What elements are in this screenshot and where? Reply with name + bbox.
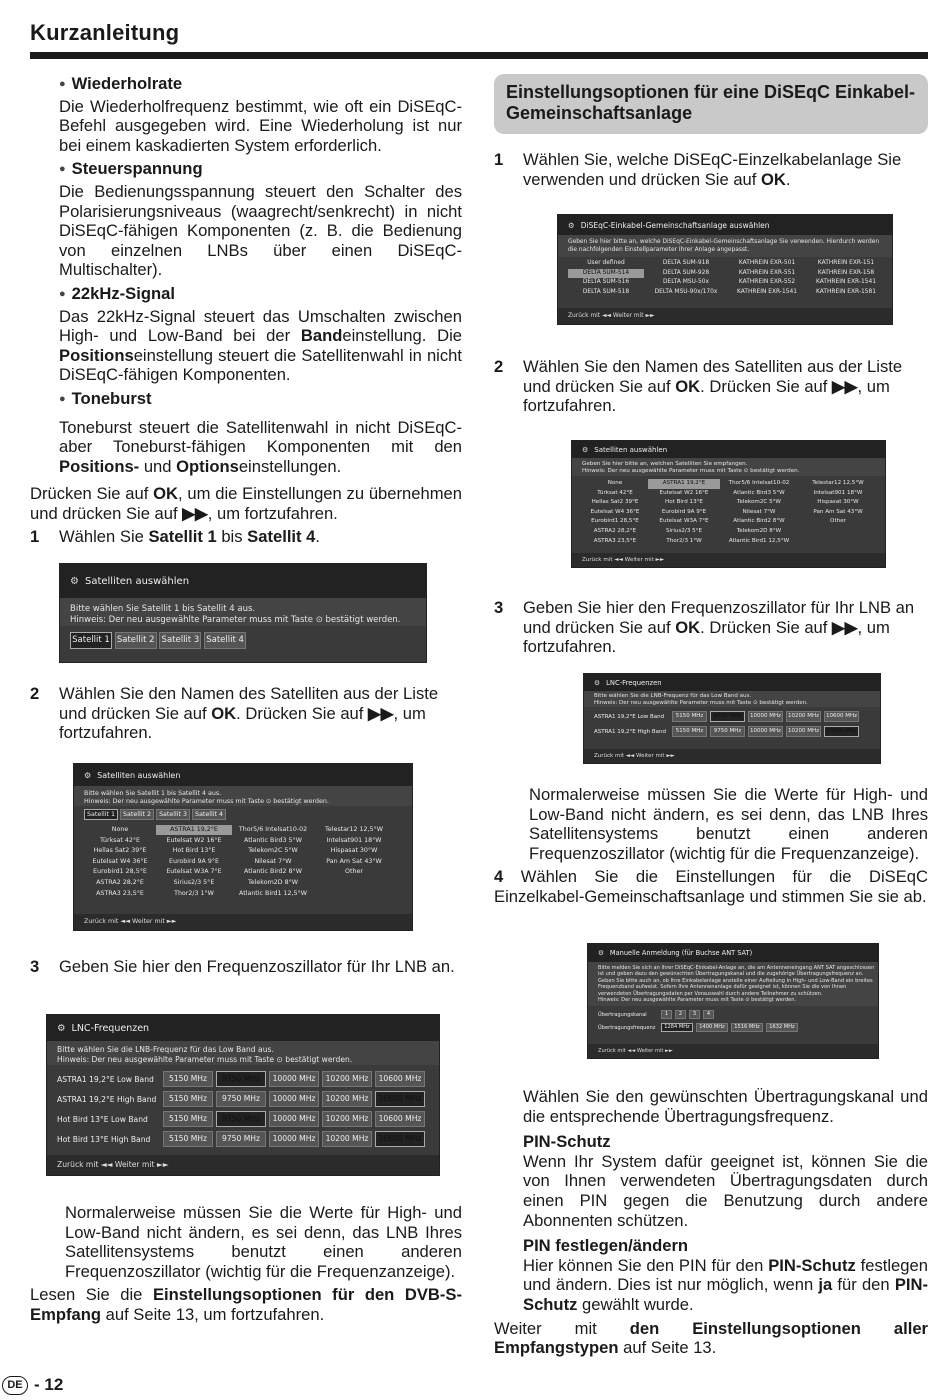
left-column-bottom: [30, 1203, 462, 1329]
screen-footer: Zurück mit ◄◄ Weiter mit ►►: [572, 553, 885, 567]
grid-option[interactable]: Eutelsat W3A 7°E: [166, 868, 222, 876]
grid-option[interactable]: Eurobird 9A 9°E: [169, 857, 219, 865]
grid-option[interactable]: DELTA SUM-514: [568, 269, 644, 279]
toneburst-text: Toneburst steuert die Satellitenwahl in nicht DiSEqC- aber Toneburst-fähigen Komponenten mit den Positions- und Optionseinstellungen.: [59, 417, 462, 476]
fast-forward-icon: ▶▶: [832, 376, 858, 396]
lnb-row-label: ASTRA1 19,2°E Low Band: [594, 713, 665, 720]
grid-option[interactable]: KATHREIN EXR-158: [817, 269, 875, 276]
frequency-row: [588, 1019, 878, 1032]
screen-lnb-frequencies-right: [583, 673, 881, 764]
lnb-frequency-option[interactable]: 9750 MHz: [710, 711, 745, 722]
lnb-frequency-option[interactable]: 10200 MHz: [322, 1071, 372, 1087]
grid-option[interactable]: Pan Am Sat 43°W: [813, 508, 863, 515]
gear-icon: ⚙: [57, 1022, 66, 1034]
screen-satellite-select: [59, 563, 427, 663]
lnb-frequency-option[interactable]: 10200 MHz: [786, 726, 821, 737]
screen-hint: Geben Sie hier bitte an, welchen Satelliten Sie empfangen. Hinweis: Der neu ausgewählte Parameter muss mit Taste ⊙ bestätigt werden.: [572, 458, 885, 476]
grid-option[interactable]: ASTRA1 19,2°E: [156, 825, 232, 835]
grid-option[interactable]: Eutelsat W2 16°E: [166, 836, 222, 844]
grid-option[interactable]: Türksat 42°E: [100, 836, 140, 844]
left-step-3-block: [30, 957, 462, 981]
grid-option[interactable]: Thor5/6 Intelsat10-02: [728, 480, 790, 486]
frequency-3-button[interactable]: 1516 MHz: [731, 1023, 763, 1032]
grid-option[interactable]: Other: [830, 518, 846, 525]
grid-option[interactable]: DELTA MSU-50x: [662, 279, 709, 286]
screen-lnb-frequencies-left: [46, 1014, 440, 1176]
screen-hint: Bitte wählen Sie die LNB-Frequenz für das Low Band aus. Hinweis: Der neu ausgewählte Parameter muss mit Taste ⊙ bestätigt werden.: [584, 691, 880, 707]
lnb-row: [594, 709, 876, 724]
satellite-4-button[interactable]: Satellit 4: [192, 809, 226, 820]
lnb-frequency-option[interactable]: 10000 MHz: [748, 726, 783, 737]
lnb-frequency-option[interactable]: 5150 MHz: [163, 1071, 213, 1087]
lnb-frequency-option[interactable]: 9750 MHz: [216, 1091, 266, 1107]
grid-option[interactable]: ASTRA2 28,2°E: [96, 878, 144, 886]
fast-forward-icon: ▶▶: [182, 503, 208, 523]
grid-option[interactable]: KATHREIN EXR-551: [738, 269, 796, 276]
lnb-frequency-option[interactable]: 10600 MHz: [375, 1071, 425, 1087]
steuerspannung-heading: ● Steuerspannung: [59, 159, 462, 182]
lnb-row: [57, 1129, 435, 1149]
grid-option[interactable]: KATHREIN EXR-1541: [737, 288, 797, 295]
channel-1-button[interactable]: 1: [661, 1010, 672, 1019]
page-footer: [2, 1375, 63, 1395]
pin-protection-heading: PIN-Schutz: [523, 1132, 611, 1152]
lnb-frequency-option[interactable]: 9750 MHz: [216, 1071, 266, 1087]
screen-title-bar: ⚙ LNC-Frequenzen: [584, 674, 880, 691]
grid-option[interactable]: Atlantic Bird1 12,5°W: [239, 889, 307, 897]
grid-option[interactable]: DELTA SUM-518: [582, 288, 630, 295]
channel-text: Wählen Sie den gewünschten Übertragungskanal und die entsprechende Übertragungsfrequenz.: [523, 1087, 928, 1126]
lnb-grid: [47, 1065, 439, 1149]
grid-option: [798, 527, 878, 537]
screen-footer: Zurück mit ◄◄ Weiter mit ►►: [584, 749, 880, 763]
lnb-frequency-option[interactable]: 9750 MHz: [216, 1131, 266, 1147]
lnb-row: [57, 1089, 435, 1109]
grid-option[interactable]: Other: [345, 868, 363, 876]
grid-option[interactable]: KATHREIN EXR-501: [738, 260, 796, 266]
grid-option: [314, 878, 394, 888]
left-step-3: 3 Geben Sie hier den Frequenzoszillator für Ihr LNB an.: [30, 957, 455, 976]
grid-option[interactable]: KATHREIN EXR-552: [738, 279, 796, 286]
channel-2-button[interactable]: 2: [675, 1010, 686, 1019]
grid-option[interactable]: Telekom2C 5°W: [737, 499, 781, 506]
lnb-frequency-option[interactable]: 10200 MHz: [322, 1091, 372, 1107]
grid-option[interactable]: Nilesat 7°W: [742, 508, 776, 515]
right-step-2-block: [494, 357, 928, 420]
channel-row: [588, 1006, 878, 1019]
channel-4-button[interactable]: 4: [703, 1010, 714, 1019]
grid-option: [314, 889, 394, 899]
grid-option[interactable]: Pan Am Sat 43°W: [326, 857, 382, 865]
grid-option[interactable]: Eutelsat W4 36°E: [92, 857, 148, 865]
satellite-2-button[interactable]: Satellit 2: [120, 809, 154, 820]
lnb-frequency-option[interactable]: 10000 MHz: [748, 711, 783, 722]
section-heading-box: Einstellungsoptionen für eine DiSEqC Einkabel-Gemeinschaftsanlage: [494, 74, 928, 134]
channel-3-button[interactable]: 3: [689, 1010, 700, 1019]
lnb-frequency-option[interactable]: 10000 MHz: [269, 1071, 319, 1087]
lnb-row: [594, 724, 876, 739]
satellite-3-button[interactable]: Satellit 3: [156, 809, 190, 820]
grid-option[interactable]: None: [607, 480, 623, 486]
lnb-frequency-option[interactable]: 5150 MHz: [163, 1131, 213, 1147]
grid-option: [798, 537, 878, 547]
press-ok-text: Drücken Sie auf OK, um die Einstellungen zu übernehmen und drücken Sie auf ▶▶, um fortzufahren.: [30, 484, 462, 523]
satellite-buttons: [60, 626, 426, 655]
screen-footer: Zurück mit ◄◄ Weiter mit ►►: [47, 1155, 439, 1175]
screen-footer: Zurück mit ◄◄ Weiter mit ►►: [588, 1044, 878, 1058]
grid-option[interactable]: Atlantic Bird3 5°W: [733, 489, 785, 496]
grid-option[interactable]: Atlantic Bird2 8°W: [733, 518, 785, 525]
screen-satellite-list-left: [73, 763, 413, 931]
grid-option[interactable]: Telestar12 12,5°W: [812, 480, 864, 486]
left-column-top: [30, 72, 462, 551]
grid-option[interactable]: Eurobird1 28,5°E: [93, 868, 147, 876]
screen-satellite-list-right: [571, 440, 886, 568]
lnb-grid: [584, 707, 880, 739]
right-step-4: 4 Wählen Sie die Einstellungen für die DiSEqC Einzelkabel-Gemeinschaftsanlage und stimmen Sie sie ab.: [494, 867, 928, 906]
lnb-frequency-option[interactable]: 10600 MHz: [824, 726, 859, 737]
lnb-row-label: ASTRA1 19,2°E High Band: [594, 728, 666, 735]
right-step-2: 2 Wählen Sie den Namen des Satelliten aus der Liste und drücken Sie auf OK. Drücken Sie auf ▶▶, um fortzufahren.: [494, 357, 903, 416]
gear-icon: ⚙: [568, 220, 575, 230]
wiederholrate-block: [30, 74, 462, 476]
screen-title-bar: ⚙ DiSEqC-Einkabel-Gemeinschaftsanlage auswählen: [558, 215, 892, 235]
screen-title-bar: ⚙ Satelliten auswählen: [572, 441, 885, 458]
satellite-2-button[interactable]: Satellit 2: [115, 632, 157, 649]
gear-icon: ⚙: [598, 949, 604, 957]
grid-option[interactable]: KATHREIN EXR-1541: [816, 279, 876, 286]
lnb-frequency-option[interactable]: 10600 MHz: [375, 1111, 425, 1127]
grid-option[interactable]: Thor5/6 Intelsat10-02: [238, 826, 308, 833]
gear-icon: ⚙: [582, 445, 589, 454]
lnb-row-label: ASTRA1 19,2°E Low Band: [57, 1074, 154, 1084]
screen-footer: Zurück mit ◄◄ Weiter mit ►►: [74, 914, 412, 930]
screen-hint: Bitte wählen Sie Satellit 1 bis Satellit 4 aus. Hinweis: Der neu ausgewählte Parameter muss mit Taste ⊙ bestätigt werden.: [60, 598, 426, 626]
lnb-frequency-option[interactable]: 10600 MHz: [824, 711, 859, 722]
grid-option[interactable]: Hellas Sat2 39°E: [93, 847, 147, 855]
lnb-row-label: Hot Bird 13°E High Band: [57, 1134, 151, 1144]
diseqc-grid: [558, 259, 892, 297]
screen-hint: Bitte wählen Sie Satellit 1 bis Satellit 4 aus. Hinweis: Der neu ausgewählte Parameter muss mit Taste ⊙ bestätigt werden.: [74, 786, 412, 806]
satellite-grid: [572, 479, 885, 546]
satellite-1-button[interactable]: Satellit 1: [84, 809, 118, 820]
lnb-frequency-option[interactable]: 10000 MHz: [269, 1111, 319, 1127]
khz-heading: ● 22kHz-Signal: [59, 284, 462, 307]
lnb-frequency-option[interactable]: 9750 MHz: [710, 726, 745, 737]
grid-option[interactable]: DELTA SUM-516: [582, 279, 630, 286]
satellite-3-button[interactable]: Satellit 3: [159, 632, 201, 649]
grid-option[interactable]: ASTRA3 23,5°E: [593, 537, 637, 544]
grid-option[interactable]: User defined: [587, 260, 625, 266]
grid-option[interactable]: Hot Bird 13°E: [172, 847, 216, 855]
satellite-buttons: [74, 806, 412, 823]
grid-option[interactable]: Telekom2C 5°W: [248, 847, 298, 855]
grid-option[interactable]: DELTA SUM-928: [662, 269, 710, 276]
screen-diseqc-selection: [557, 214, 893, 325]
grid-option[interactable]: Telestar12 12,5°W: [325, 826, 383, 833]
lnb-frequency-option[interactable]: 5150 MHz: [163, 1091, 213, 1107]
grid-option[interactable]: Nilesat 7°W: [254, 857, 292, 865]
fast-forward-icon: ▶▶: [832, 617, 858, 637]
grid-option[interactable]: Türksat 42°E: [597, 489, 633, 496]
grid-option[interactable]: Thor2/3 1°W: [666, 537, 702, 544]
right-bottom-indented: [494, 1087, 928, 1315]
grid-option[interactable]: Hot Bird 13°E: [665, 499, 703, 506]
frequency-2-button[interactable]: 1400 MHz: [696, 1023, 728, 1032]
fast-forward-icon: ▶▶: [368, 703, 394, 723]
lnb-row-label: Hot Bird 13°E Low Band: [57, 1114, 148, 1124]
channel-label: Übertragungskanal: [598, 1011, 647, 1018]
grid-option[interactable]: Atlantic Bird2 8°W: [244, 868, 302, 876]
grid-option[interactable]: Atlantic Bird3 5°W: [244, 836, 302, 844]
grid-option[interactable]: Hispasat 30°W: [817, 499, 859, 506]
screen-hint: Bitte wählen Sie die LNB-Frequenz für das Low Band aus. Hinweis: Der neu ausgewählte Parameter muss mit Taste ⊙ bestätigt werden.: [47, 1041, 439, 1065]
grid-option[interactable]: Hispasat 30°W: [330, 847, 378, 855]
lnb-frequency-option[interactable]: 10200 MHz: [322, 1131, 372, 1147]
right-step-1-block: [494, 150, 928, 193]
grid-option[interactable]: DELTA SUM-918: [662, 260, 710, 266]
pin-set-text: Hier können Sie den PIN für den PIN-Schutz festlegen und ändern. Dies ist nur möglich, wenn ja für den PIN-Schutz gewählt wurde.: [523, 1255, 929, 1314]
grid-option[interactable]: KATHREIN EXR-1581: [816, 288, 876, 295]
lnb-frequency-option[interactable]: 5150 MHz: [672, 711, 707, 722]
lnb-frequency-option[interactable]: 9750 MHz: [216, 1111, 266, 1127]
lnb-frequency-option[interactable]: 10000 MHz: [269, 1091, 319, 1107]
gear-icon: ⚙: [84, 770, 92, 780]
further-text: Weiter mit den Einstellungsoptionen aller Empfangstypen auf Seite 13.: [494, 1318, 929, 1358]
gear-icon: ⚙: [70, 575, 79, 587]
left-step-2: 2 Wählen Sie den Namen des Satelliten aus der Liste und drücken Sie auf OK. Drücken Sie auf ▶▶, um fortzufahren.: [30, 684, 439, 743]
wiederholrate-text: Die Wiederholfrequenz bestimmt, wie oft ein DiSEqC-Befehl ausgegeben wird. Eine Wiederholung ist nur bei einem kaskadierten System erforderlich.: [59, 96, 462, 155]
grid-option[interactable]: Hellas Sat2 39°E: [591, 499, 639, 506]
satellite-1-button[interactable]: Satellit 1: [70, 632, 112, 649]
left-step-2-block: [30, 684, 462, 747]
screen-hint: Bitte melden Sie sich an Ihrer DiSEqC-Einkabel-Anlage an, die am Antenneneingang ANT SAT angeschlossen ist und geben dazu den gewünschten Übertragungskanal und die zugehörige Übertragungsfrequenz an. Geben Sie bitte auch an, ob Ihre Einkabelanlage anstelle einer Aufteilung in High- und Low-Band ein breites Frequenzband aufweist. Sofern Ihre Antennenanlage dafür geeignet ist, können Sie die von Ihnen verwendeten Übertragungsdaten per Vorauswahl durch andere Teilnehmer zu schützen. Hinweis: Der neu ausgewählte Parameter muss mit Taste ⊙ bestätigt werden.: [588, 962, 878, 1006]
lnb-frequency-option[interactable]: 10000 MHz: [269, 1131, 319, 1147]
grid-option[interactable]: Eutelsat W4 36°E: [590, 508, 640, 515]
grid-option[interactable]: Atlantic Bird1 12,5°W: [728, 537, 790, 544]
pin-set-heading: PIN festlegen/ändern: [523, 1236, 689, 1256]
satellite-grid: [74, 825, 412, 898]
lnb-row: [57, 1109, 435, 1129]
pin-protection-text: Wenn Ihr System dafür geeignet ist, können Sie die von Ihnen verwendeten Übertragungsdaten durch einen PIN gegen die Benutzung durch andere Abonnenten schützen.: [523, 1151, 928, 1230]
grid-option[interactable]: Telekom2D 8°W: [736, 527, 782, 534]
right-step-3: 3 Geben Sie hier den Frequenzoszillator für Ihr LNB an und drücken Sie auf OK. Drücken Sie auf ▶▶, um fortzufahren.: [494, 598, 915, 657]
lnb-frequency-option[interactable]: 10600 MHz: [375, 1131, 425, 1147]
screen-title-bar: ⚙ Satelliten auswählen: [74, 764, 412, 786]
screen-footer: Zurück mit ◄◄ Weiter mit ►►: [558, 308, 892, 324]
left-step-1: 1 Wählen Sie Satellit 1 bis Satellit 4.: [30, 527, 321, 547]
lnb-frequency-option[interactable]: 5150 MHz: [672, 726, 707, 737]
left-normal-text: Normalerweise müssen Sie die Werte für High- und Low-Band nicht ändern, es sei denn, das LNB Ihres Satellitensystems benutzt einen anderen Frequenzoszillator (wichtig für die Frequenzanzeige).: [65, 1203, 462, 1281]
read-more-text: Lesen Sie die Einstellungsoptionen für den DVB-S-Empfang auf Seite 13, um fortzufahren.: [30, 1285, 463, 1324]
grid-option[interactable]: Eurobird 9A 9°E: [661, 508, 707, 515]
gear-icon: ⚙: [594, 678, 601, 687]
lnb-row: [57, 1069, 435, 1089]
grid-option[interactable]: Eutelsat W2 16°E: [659, 489, 709, 496]
grid-option[interactable]: Sirius2/3 5°E: [173, 878, 215, 886]
grid-option[interactable]: ASTRA1 19,2°E: [648, 479, 720, 489]
screen-hint: Geben Sie hier bitte an, welche DiSEqC-Einkabel-Gemeinschaftsanlage Sie verwenden. Hierdurch werden die nachfolgenden Einstellparameter Ihrer Anlage angepasst.: [558, 235, 892, 257]
screen-title-bar: ⚙ Satelliten auswählen: [60, 564, 426, 598]
grid-option[interactable]: KATHREIN EXR-151: [817, 260, 875, 266]
right-step-3-block: [494, 598, 928, 661]
satellite-4-button[interactable]: Satellit 4: [204, 632, 246, 649]
grid-option[interactable]: ASTRA3 23,5°E: [96, 889, 144, 897]
grid-option[interactable]: Thor2/3 1°W: [174, 889, 214, 897]
right-column-bottom: [494, 1087, 928, 1362]
grid-option[interactable]: None: [111, 826, 129, 833]
right-middle-text: [494, 785, 928, 907]
frequency-1-button[interactable]: 1284 MHz: [661, 1023, 693, 1032]
lnb-frequency-option[interactable]: 10200 MHz: [786, 711, 821, 722]
lnb-frequency-option[interactable]: 10200 MHz: [322, 1111, 372, 1127]
screen-title-bar: ⚙ Manuelle Anmeldung (für Buchse ANT SAT): [588, 944, 878, 962]
screen-manual-registration: [587, 943, 879, 1059]
right-step-1: 1 Wählen Sie, welche DiSEqC-Einzelkabelanlage Sie verwenden und drücken Sie auf OK.: [494, 150, 902, 189]
grid-option[interactable]: Telekom2D 8°W: [248, 878, 298, 886]
grid-option[interactable]: Eurobird1 28,5°E: [591, 518, 639, 525]
right-normal-text: Normalerweise müssen Sie die Werte für High- und Low-Band nicht ändern, es sei denn, das LNB Ihres Satellitensystems benutzt einen anderen Frequenzoszillator (wichtig für die Frequenzanzeige).: [529, 785, 928, 863]
wiederholrate-heading: ● Wiederholrate: [59, 74, 462, 97]
grid-option[interactable]: Intelsat901 18°W: [813, 489, 863, 496]
steuerspannung-text: Die Bedienungsspannung steuert den Schalter des Polarisierungsniveaus (waagrecht/senkrecht) in nicht DiSEqC-fähigen Komponenten (z. B. die Bedienung von einzelnen LNBs über einen DiSEqC-Multischalter).: [59, 181, 462, 280]
page-title: Kurzanleitung: [30, 20, 180, 45]
grid-option[interactable]: Eutelsat W3A 7°E: [659, 518, 709, 525]
lnb-frequency-option[interactable]: 10600 MHz: [375, 1091, 425, 1107]
grid-option[interactable]: Sirius2/3 5°E: [665, 527, 703, 534]
page-number: - 12: [34, 1375, 64, 1394]
title-rule: [30, 52, 928, 59]
grid-option[interactable]: Intelsat901 18°W: [326, 836, 382, 844]
khz-text: Das 22kHz-Signal steuert das Umschalten zwischen High- und Low-Band bei der Bandeinstellung. Die Positionseinstellung steuert die Satellitenwahl in nicht DiSEqC-fähigen Komponenten.: [59, 306, 462, 385]
screen-title-bar: ⚙ LNC-Frequenzen: [47, 1015, 439, 1041]
grid-option[interactable]: DELTA MSU-90x/170x: [654, 288, 718, 295]
frequency-label: Übertragungsfrequenz: [598, 1024, 656, 1031]
language-badge: DE: [2, 1376, 28, 1395]
grid-option[interactable]: ASTRA2 28,2°E: [593, 527, 637, 534]
lnb-row-label: ASTRA1 19,2°E High Band: [57, 1094, 157, 1104]
lnb-frequency-option[interactable]: 5150 MHz: [163, 1111, 213, 1127]
toneburst-heading: ● Toneburst: [59, 389, 462, 412]
frequency-4-button[interactable]: 1632 MHz: [766, 1023, 798, 1032]
